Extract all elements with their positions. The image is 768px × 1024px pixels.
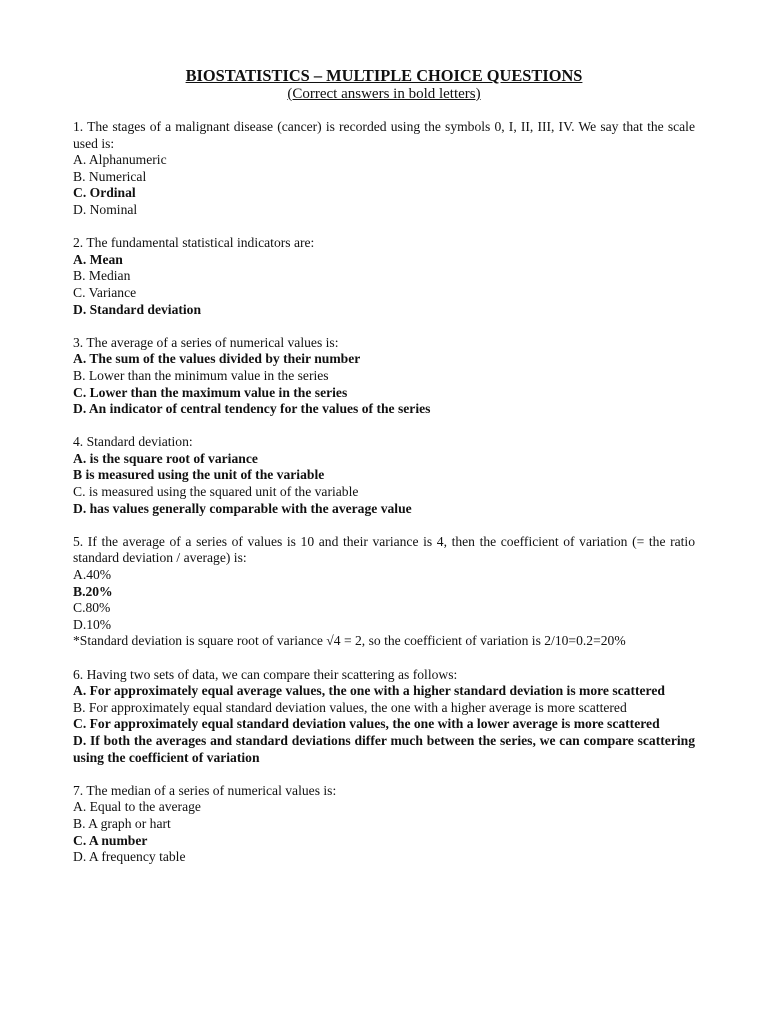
answer-option-correct: A. Mean <box>73 251 123 267</box>
answer-option: A. Equal to the average <box>73 799 201 815</box>
answer-option-correct: A. For approximately equal average values, the one with a higher standard deviation is more scattered <box>73 683 665 699</box>
answer-option-correct: B is measured using the unit of the variable <box>73 467 325 483</box>
question-stem: 7. The median of a series of numerical values is: <box>73 782 337 798</box>
answer-option-correct: C. For approximately equal standard deviation values, the one with a lower average is more scattered <box>73 716 660 732</box>
answer-option: C. Variance <box>73 284 137 300</box>
answer-option: B. For approximately equal standard deviation values, the one with a higher average is more scattered <box>73 699 627 715</box>
answer-option: D.10% <box>73 616 112 632</box>
document-page <box>73 66 695 882</box>
question-7 <box>73 783 695 866</box>
question-4 <box>73 434 695 517</box>
answer-option: B. A graph or hart <box>73 815 171 831</box>
answer-option-correct: D. An indicator of central tendency for the values of the series <box>73 401 431 417</box>
question-stem: 4. Standard deviation: <box>73 434 193 450</box>
answer-option-correct: C. Lower than the maximum value in the series <box>73 384 348 400</box>
answer-option: B. Numerical <box>73 168 147 184</box>
question-2 <box>73 235 695 318</box>
answer-option: A.40% <box>73 567 112 583</box>
answer-option: A. Alphanumeric <box>73 152 167 168</box>
page-title: BIOSTATISTICS – MULTIPLE CHOICE QUESTIONS <box>185 66 583 85</box>
answer-option: D. A frequency table <box>73 849 186 865</box>
question-stem: 2. The fundamental statistical indicators are: <box>73 235 315 251</box>
page-subtitle: (Correct answers in bold letters) <box>287 86 481 102</box>
question-5 <box>73 534 695 650</box>
question-stem: 5. If the average of a series of values is 10 and their variance is 4, then the coefficient of variation (= the ratio standard deviation / average) is: <box>73 533 695 566</box>
question-1 <box>73 119 695 219</box>
answer-option: C.80% <box>73 600 111 616</box>
answer-option-correct: D. has values generally comparable with the average value <box>73 500 412 516</box>
question-3 <box>73 335 695 418</box>
answer-option: D. Nominal <box>73 201 138 217</box>
answer-option: C. is measured using the squared unit of the variable <box>73 484 359 500</box>
answer-option-correct: C. Ordinal <box>73 185 136 201</box>
question-stem: 6. Having two sets of data, we can compare their scattering as follows: <box>73 666 458 682</box>
answer-option-correct: D. Standard deviation <box>73 301 202 317</box>
answer-option-correct: A. is the square root of variance <box>73 450 258 466</box>
answer-option-correct: B.20% <box>73 583 113 599</box>
answer-option-correct: D. If both the averages and standard deviations differ much between the series, we can compare scattering using the coefficient of variation <box>73 732 695 765</box>
answer-option-correct: C. A number <box>73 832 148 848</box>
answer-option-correct: A. The sum of the values divided by their number <box>73 351 361 367</box>
question-6 <box>73 667 695 767</box>
explanation-note: *Standard deviation is square root of variance √4 = 2, so the coefficient of variation is 2/10=0.2=20% <box>73 633 626 649</box>
question-stem: 1. The stages of a malignant disease (cancer) is recorded using the symbols 0, I, II, III, IV. We say that the scale used is: <box>73 119 695 151</box>
answer-option: B. Median <box>73 268 131 284</box>
question-stem: 3. The average of a series of numerical values is: <box>73 334 339 350</box>
answer-option: B. Lower than the minimum value in the series <box>73 367 329 383</box>
